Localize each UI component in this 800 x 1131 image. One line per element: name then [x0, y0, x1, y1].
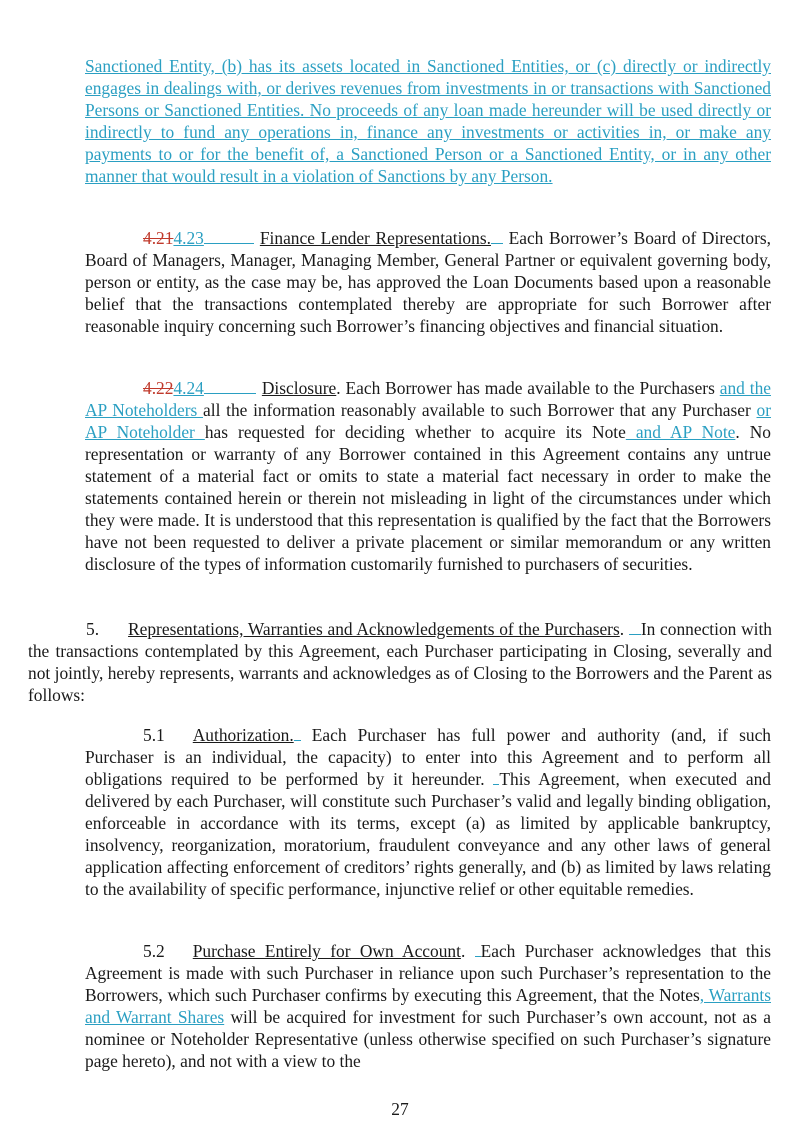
section-4-24-paragraph: 4.224.24 Disclosure. Each Borrower has made available to the Purchasers and the AP Noteholders all the information reasonably available to such Borrower that any Purchaser or AP Noteholder has requested for deciding whether to acquire its Note and AP Note. No representation or warranty of any Borrower contained in this Agreement contains any untrue statement of a material fact or omits to state a material fact necessary in order to make the statements contained herein or therein not misleading in light of the circumstances under which they were made. It is understood that this representation is qualified by the fact that the Borrowers have not been requested to deliver a private placement or similar memorandum or any written disclosure of the types of information customarily furnished to purchasers of securities.: [85, 378, 771, 574]
section-body: Each Borrower’s Board of Directors, Board of Managers, Manager, Managing Member, General Partner or equivalent governing body, person or entity, as the case may be, has approved the Loan Documents based upon a reasonable belief that the transactions contemplated thereby are appropriate for such Borrower after reasonable inquiry concerning such Borrower’s financing objectives and financial situation.: [85, 228, 771, 336]
deleted-section-number: 4.22: [143, 378, 174, 398]
inserted-space: [629, 620, 641, 635]
section-number: 5.1: [143, 725, 165, 745]
section-number: 5.: [86, 619, 100, 639]
section-heading: Disclosure: [261, 378, 337, 398]
section-4-23-paragraph: [85, 227, 771, 337]
section-5-paragraph: 5. Representations, Warranties and Acknowledgements of the Purchasers. In connection with the transactions contemplated by this Agreement, each Purchaser participating in Closing, severally and not jointly, hereby represents, warrants and acknowledges as of Closing to the Borrowers and the Parent as follows:: [28, 619, 772, 705]
section-heading: Representations, Warranties and Acknowledgements of the Purchasers: [128, 619, 620, 639]
section-heading: Purchase Entirely for Own Account: [192, 941, 461, 961]
section-number: 5.2: [143, 941, 165, 961]
inserted-text: and the AP Noteholders: [85, 378, 771, 420]
inserted-text: , Warrants and Warrant Shares: [85, 985, 771, 1027]
section-5-2-paragraph: 5.2 Purchase Entirely for Own Account. Each Purchaser acknowledges that this Agreement is made with such Purchaser in reliance upon such Purchaser’s representation to the Borrowers, which such Purchaser confirms by executing this Agreement, that the Notes, Warrants and Warrant Shares will be acquired for investment for such Purchaser’s own account, not as a nominee or Noteholder Representative (unless otherwise specified on such Purchaser’s signature page hereto), and not with a view to the: [85, 941, 771, 1071]
deleted-section-number: 4.21: [143, 228, 174, 248]
section-heading: Finance Lender Representations.: [259, 228, 491, 248]
inserted-section-number: 4.23: [173, 228, 204, 248]
inserted-tab-gap: [204, 379, 256, 394]
sanctions-paragraph-continued: Sanctioned Entity, (b) has its assets located in Sanctioned Entities, or (c) directly or indirectly engages in dealings with, or derives revenues from investments in or transactions with Sanctioned Persons or Sanctioned Entities. No proceeds of any loan made hereunder will be used directly or indirectly to fund any operations in, finance any investments or activities in, or make any payments to or for the benefit of, a Sanctioned Person or a Sanctioned Entity, or in any other manner that would result in a violation of Sanctions by any Person.: [85, 56, 771, 186]
inserted-text: and AP Note: [625, 422, 736, 442]
inserted-text: or AP Noteholder: [85, 400, 771, 442]
inserted-space: [491, 229, 503, 244]
section-heading: Authorization.: [192, 725, 294, 745]
section-body: In connection with the transactions contemplated by this Agreement, each Purchaser participating in Closing, severally and not jointly, hereby represents, warrants and acknowledges as of Closing to the Borrowers and the Parent as follows:: [28, 619, 772, 705]
page-number: 27: [391, 1099, 409, 1119]
section-5-1-paragraph: 5.1 Authorization. Each Purchaser has full power and authority (and, if such Purchaser is an individual, the capacity) to enter into this Agreement and to perform all obligations required to be performed by it hereunder. This Agreement, when executed and delivered by each Purchaser, will constitute such Purchaser’s valid and legally binding obligation, enforceable in accordance with its terms, except (a) as limited by applicable bankruptcy, insolvency, reorganization, moratorium, fraudulent conveyance and any other laws of general application affecting enforcement of creditors’ rights generally, and (b) as limited by laws relating to the availability of specific performance, injunctive relief or other equitable remedies.: [85, 725, 771, 899]
inserted-section-number: 4.24: [173, 378, 204, 398]
inserted-tab-gap: [204, 229, 254, 244]
inserted-space: [294, 726, 301, 741]
